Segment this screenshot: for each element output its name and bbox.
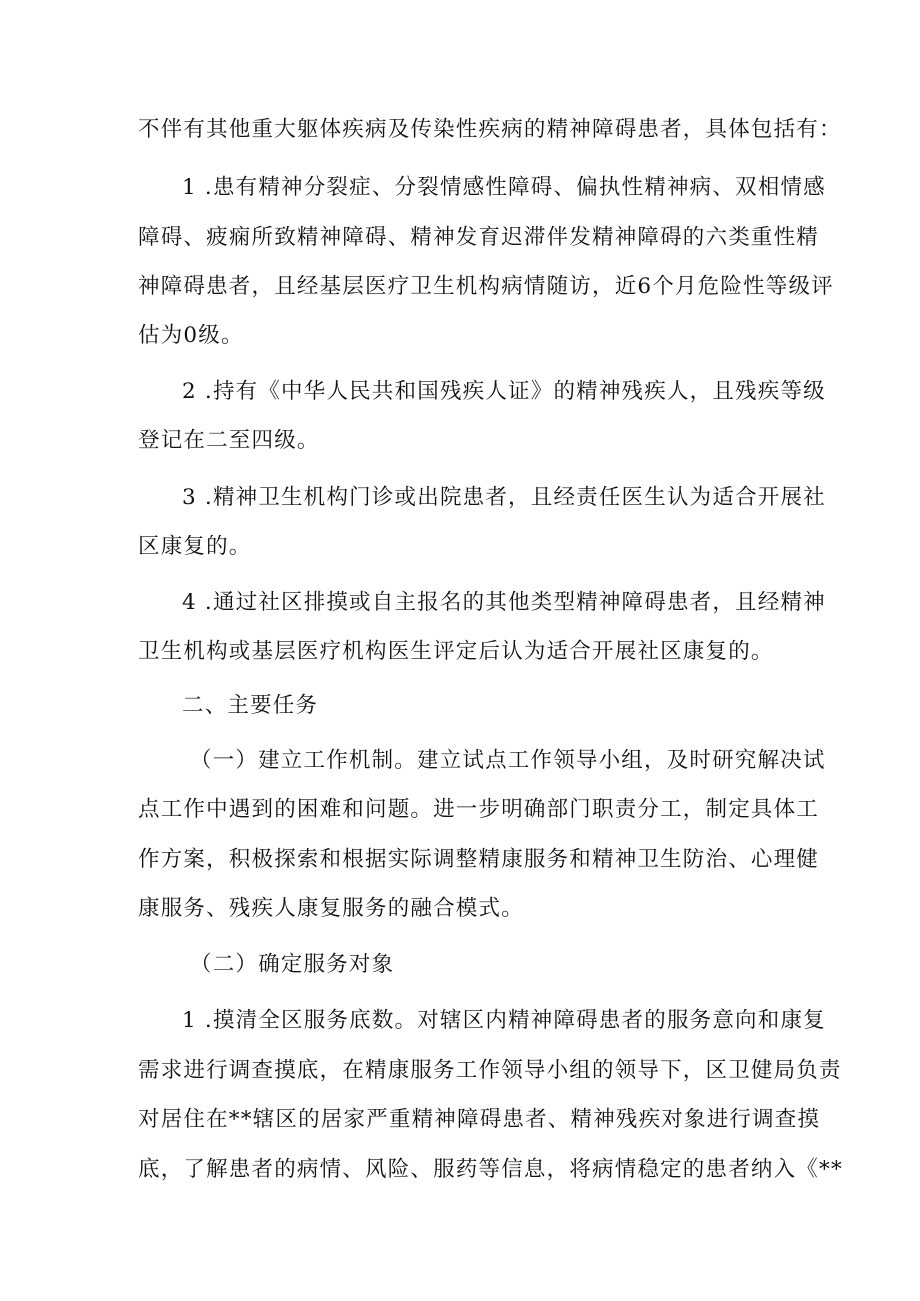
text-line: 作方案，积极探索和根据实际调整精康服务和精神卫生防治、心理健 [138, 847, 820, 872]
text-line: 康服务、残疾人康复服务的融合模式。 [138, 896, 524, 921]
text-line: 障碍、疲痫所致精神障碍、精神发育迟滞伴发精神障碍的六类重性精 [138, 225, 820, 250]
text-line: 需求进行调查摸底，在精康服务工作领导小组的领导下，区卫健局负责 [138, 1058, 842, 1083]
text-line: 神障碍患者，且经基层医疗卫生机构病情随访，近6个月危险性等级评 [138, 274, 834, 299]
text-line: 1 .患有精神分裂症、分裂情感性障碍、偏执性精神病、双相情感 [182, 175, 826, 200]
section-heading: 二、主要任务 [182, 693, 319, 718]
text-line: 2 .持有《中华人民共和国残疾人证》的精神残疾人，且残疾等级 [182, 379, 826, 404]
text-line: 对居住在**辖区的居家严重精神障碍患者、精神残疾对象进行调查摸 [138, 1107, 821, 1132]
text-line: 区康复的。 [138, 534, 252, 559]
subsection-heading: （二）确定服务对象 [190, 952, 395, 977]
text-line: 3 .精神卫生机构门诊或出院患者，且经责任医生认为适合开展社 [182, 485, 826, 510]
text-line: 登记在二至四级。 [138, 428, 320, 453]
text-line: 1 .摸清全区服务底数。对辖区内精神障碍患者的服务意向和康复 [182, 1008, 826, 1033]
text-line: 估为0级。 [138, 323, 244, 348]
text-line: 不伴有其他重大躯体疾病及传染性疾病的精神障碍患者，具体包括有： [138, 117, 842, 142]
text-line: 卫生机构或基层医疗机构医生评定后认为适合开展社区康复的。 [138, 639, 774, 664]
text-line: 点工作中遇到的困难和问题。进一步明确部门职责分工，制定具体工 [138, 797, 820, 822]
text-line: 底，了解患者的病情、风险、服药等信息，将病情稳定的患者纳入《** [138, 1157, 843, 1182]
text-line: （一）建立工作机制。建立试点工作领导小组，及时研究解决试 [190, 748, 826, 773]
text-line: 4 .通过社区排摸或自主报名的其他类型精神障碍患者，且经精神 [182, 590, 826, 615]
